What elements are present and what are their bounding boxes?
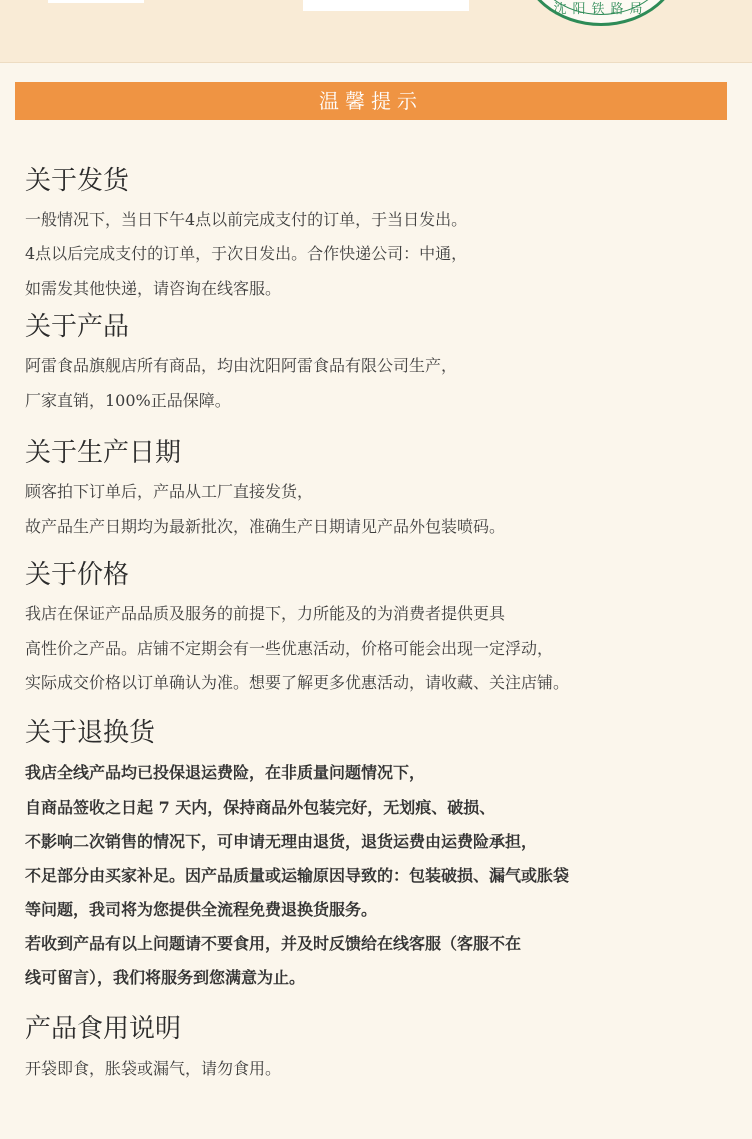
returns-line: 我店全线产品均已投保退运费险，在非质量问题情况下， bbox=[25, 763, 426, 782]
price-line: 高性价之产品。店铺不定期会有一些优惠活动，价格可能会出现一定浮动， bbox=[25, 639, 554, 658]
shipping-line: 如需发其他快递，请咨询在线客服。 bbox=[25, 279, 282, 298]
returns-line: 线可留言），我们将服务到您满意为止。 bbox=[25, 968, 306, 987]
seal-text: 沈阳铁路局 bbox=[553, 2, 649, 17]
price-line: 实际成交价格以订单确认为准。想要了解更多优惠活动，请收藏、关注店铺。 bbox=[25, 673, 570, 692]
production-date-line: 顾客拍下订单后，产品从工厂直接发货， bbox=[25, 482, 314, 501]
top-image-strip bbox=[0, 0, 752, 63]
returns-line: 等问题，我司将为您提供全流程免费退换货服务。 bbox=[25, 900, 378, 919]
section-title-price: 关于价格 bbox=[25, 560, 130, 590]
seal-stamp bbox=[520, 0, 682, 26]
product-line: 厂家直销，100%正品保障。 bbox=[25, 391, 231, 410]
section-title-production-date: 关于生产日期 bbox=[25, 438, 182, 468]
shipping-line: 一般情况下，当日下午4点以前完成支付的订单，于当日发出。 bbox=[25, 210, 468, 229]
shipping-line: 4点以后完成支付的订单，于次日发出。合作快递公司：中通， bbox=[25, 244, 468, 263]
section-title-returns: 关于退换货 bbox=[25, 718, 156, 748]
production-date-line: 故产品生产日期均为最新批次，准确生产日期请见产品外包装喷码。 bbox=[25, 517, 506, 536]
section-title-product: 关于产品 bbox=[25, 312, 130, 342]
section-title-shipping: 关于发货 bbox=[25, 166, 130, 196]
returns-line: 自商品签收之日起 7 天内，保持商品外包装完好，无划痕、破损、 bbox=[25, 798, 496, 817]
returns-line: 不足部分由买家补足。因产品质量或运输原因导致的：包装破损、漏气或胀袋 bbox=[25, 866, 570, 885]
product-image-edge bbox=[303, 0, 469, 11]
section-title-usage: 产品食用说明 bbox=[25, 1014, 182, 1044]
notice-banner: 温馨提示 bbox=[15, 82, 727, 120]
returns-line: 不影响二次销售的情况下，可申请无理由退货，退货运费由运费险承担， bbox=[25, 832, 538, 851]
returns-line: 若收到产品有以上问题请不要食用，并及时反馈给在线客服（客服不在 bbox=[25, 934, 522, 953]
product-image-edge bbox=[48, 0, 144, 3]
price-line: 我店在保证产品品质及服务的前提下，力所能及的为消费者提供更具 bbox=[25, 604, 506, 623]
product-line: 阿雷食品旗舰店所有商品，均由沈阳阿雷食品有限公司生产， bbox=[25, 356, 458, 375]
usage-line: 开袋即食，胀袋或漏气，请勿食用。 bbox=[25, 1059, 282, 1078]
